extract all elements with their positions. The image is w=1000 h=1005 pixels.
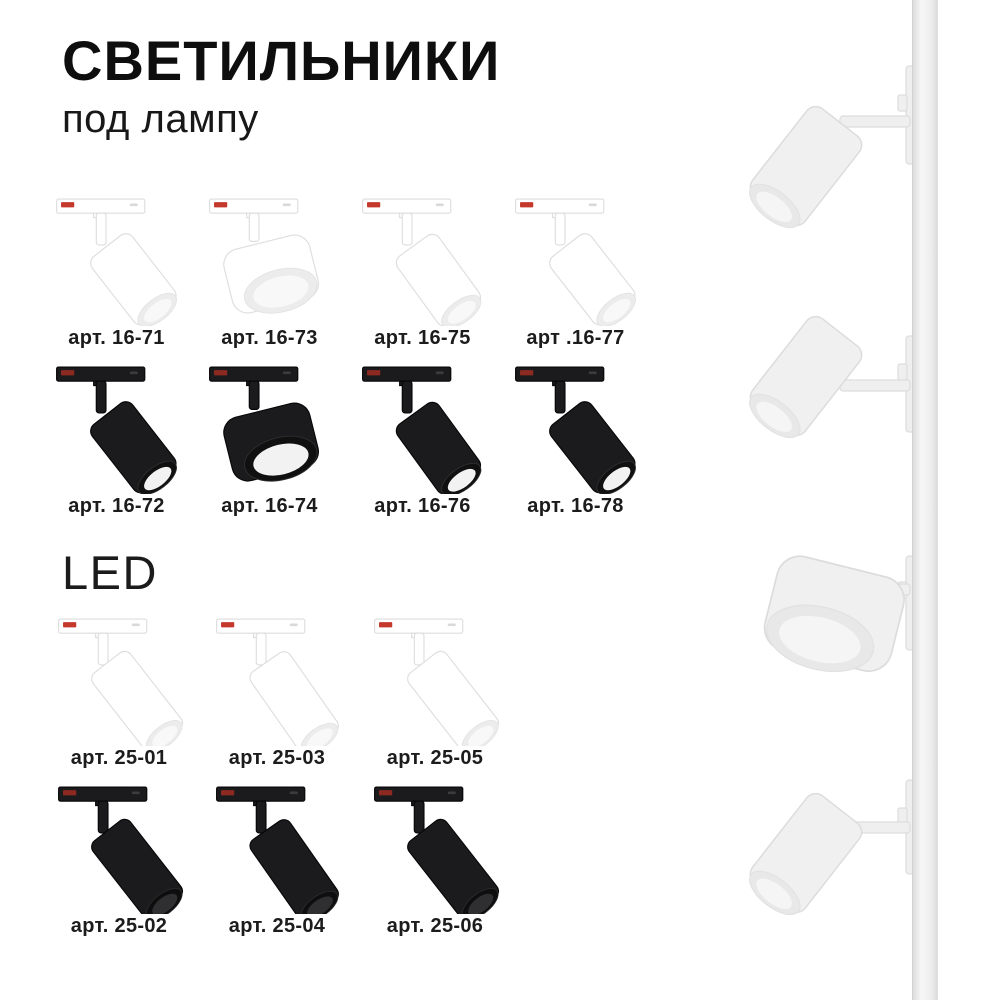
- product-card: [193, 360, 346, 518]
- track-spotlight-cylinder-white-image: [44, 192, 190, 326]
- track-spotlight-led-black-image: [362, 780, 508, 914]
- track-spotlight-led-white-image: [46, 612, 192, 746]
- product-card: [40, 612, 198, 770]
- product-card: [356, 780, 514, 938]
- product-card: [198, 780, 356, 938]
- product-card: [499, 360, 652, 518]
- product-card: [499, 192, 652, 350]
- lamp-products-grid: [40, 192, 652, 518]
- product-article: арт. 16-72: [68, 495, 165, 517]
- track-spotlight-cylinder-black-image: [503, 360, 649, 494]
- product-article: арт. 25-02: [70, 915, 168, 937]
- product-card: [346, 192, 499, 350]
- product-article: арт. 16-78: [527, 495, 624, 517]
- product-article: арт. 25-06: [386, 915, 484, 937]
- product-card: [193, 192, 346, 350]
- led-products-grid: [40, 612, 514, 938]
- product-card: [198, 612, 356, 770]
- product-article: арт. 16-74: [221, 495, 318, 517]
- product-article: арт. 16-75: [374, 327, 471, 349]
- product-article: арт .16-77: [526, 327, 625, 349]
- product-article: арт. 25-01: [70, 747, 168, 769]
- product-card: [346, 360, 499, 518]
- track-spotlight-led-black-image: [204, 780, 350, 914]
- page-header: [62, 30, 500, 141]
- track-spotlight-cylinder-black-image: [350, 360, 496, 494]
- product-card: [40, 360, 193, 518]
- track-spotlight-led-black-image: [46, 780, 192, 914]
- product-card: [40, 192, 193, 350]
- product-article: арт. 16-76: [374, 495, 471, 517]
- track-spotlight-round-black-image: [197, 360, 343, 494]
- product-card: [40, 780, 198, 938]
- page-subtitle: под лампу: [62, 96, 259, 141]
- track-rail-illustration: [690, 0, 1000, 1000]
- led-section-heading: LED: [62, 546, 158, 599]
- track-spotlight-led-white-image: [362, 612, 508, 746]
- vertical-track-rail: [912, 0, 938, 1000]
- track-spotlight-led-white-image: [204, 612, 350, 746]
- product-card: [356, 612, 514, 770]
- rail-spotlight-4: [740, 780, 928, 925]
- product-article: арт. 16-71: [68, 327, 165, 349]
- track-rail-image: [690, 0, 1000, 1000]
- rail-spotlight-1: [740, 66, 928, 238]
- product-article: арт. 25-05: [386, 747, 484, 769]
- track-spotlight-cylinder-white-image: [503, 192, 649, 326]
- rail-spotlight-3: [757, 551, 928, 686]
- track-spotlight-round-white-image: [197, 192, 343, 326]
- product-article: арт. 25-04: [228, 915, 326, 937]
- product-article: арт. 16-73: [221, 327, 318, 349]
- track-spotlight-cylinder-white-image: [350, 192, 496, 326]
- track-spotlight-cylinder-black-image: [44, 360, 190, 494]
- rail-spotlight-2: [740, 312, 928, 448]
- page-title: СВЕТИЛЬНИКИ: [62, 29, 501, 92]
- product-article: арт. 25-03: [228, 747, 326, 769]
